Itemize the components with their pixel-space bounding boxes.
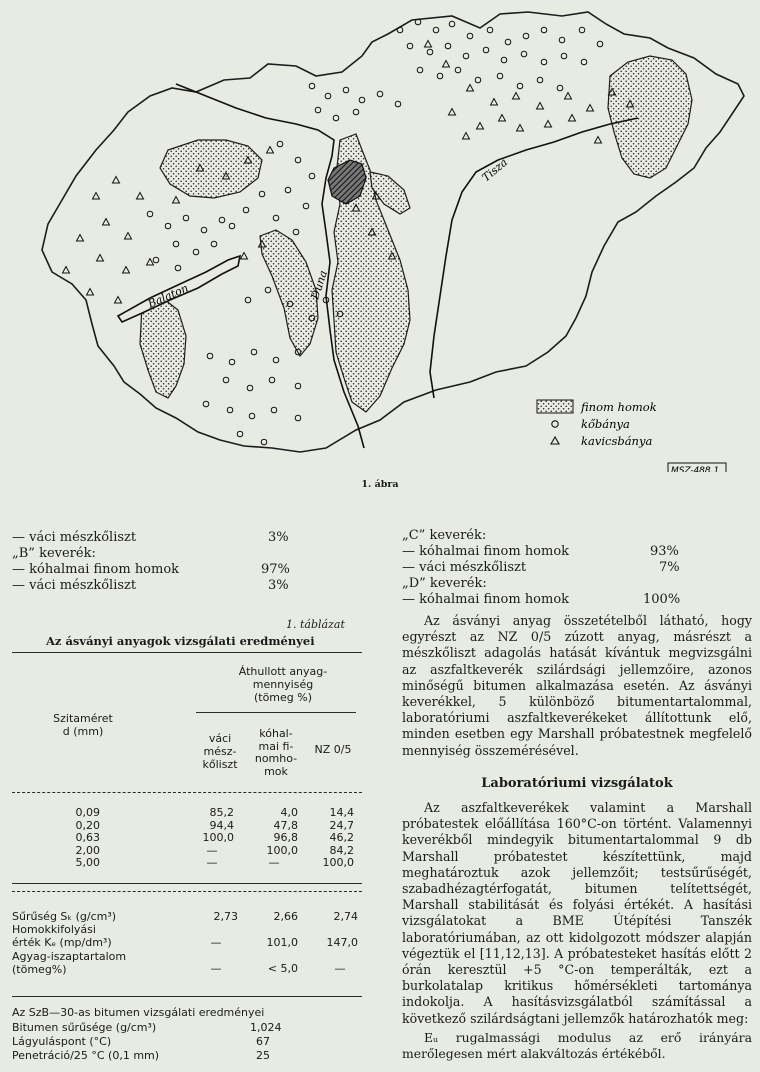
table-cell: — <box>206 856 218 870</box>
gravel-pit-marker <box>499 115 506 122</box>
bitumen-row-label: Bitumen sűrűsége (g/cm³) <box>12 1021 157 1034</box>
standard-stamp: MSZ-488.1 <box>671 466 720 472</box>
gravel-pit-marker <box>537 103 544 110</box>
table-title: Az ásványi anyagok vizsgálati eredményei <box>46 634 315 648</box>
map-legend <box>537 400 657 448</box>
mix-row-label: „B” keverék: <box>12 546 96 561</box>
mix-row-label: — váci mészkőliszt <box>12 578 137 593</box>
quarry-marker <box>487 27 493 33</box>
property-label: Homokkifolyási érték Kₑ (mp/dm³) <box>12 923 112 949</box>
table-rule <box>196 712 356 713</box>
property-value: — <box>210 962 222 975</box>
quarry-marker <box>483 47 489 53</box>
quarry-marker <box>271 407 277 413</box>
table-cell: 100,0 <box>202 831 234 845</box>
table-cell: 94,4 <box>209 818 234 832</box>
quarry-marker <box>325 93 331 99</box>
quarry-marker <box>203 401 209 407</box>
property-value: — <box>334 962 346 975</box>
column-header-vaci: váci mész- kőliszt <box>202 732 238 771</box>
mix-row-value: 3% <box>268 578 289 593</box>
property-value: 2,74 <box>333 910 358 923</box>
mix-row-label: — váci mészkőliszt <box>12 530 137 545</box>
gravel-pit-marker <box>113 177 120 184</box>
quarry-marker <box>315 107 321 113</box>
quarry-marker <box>247 385 253 391</box>
gravel-pit-marker <box>517 125 524 132</box>
column-group-header: Áthullott anyag- mennyiség (tömeg %) <box>238 665 328 704</box>
legend-gravel-symbol <box>551 437 559 444</box>
quarry-marker <box>273 215 279 221</box>
quarry-marker <box>165 223 171 229</box>
table-rule <box>12 792 362 793</box>
quarry-marker <box>153 257 159 263</box>
quarry-marker <box>505 39 511 45</box>
gravel-pit-marker <box>443 61 450 68</box>
mix-row-value: 93% <box>650 544 679 559</box>
quarry-marker <box>579 27 585 33</box>
quarry-marker <box>501 57 507 63</box>
quarry-marker <box>475 77 481 83</box>
gravel-pit-marker <box>491 99 498 106</box>
property-value: < 5,0 <box>267 962 298 975</box>
gravel-pit-marker <box>63 267 70 274</box>
quarry-marker <box>445 43 451 49</box>
quarry-marker <box>407 43 413 49</box>
quarry-marker <box>521 51 527 57</box>
mix-row-label: „D” keverék: <box>402 576 487 591</box>
quarry-marker <box>343 87 349 93</box>
table-cell-sieve: 5,00 <box>75 856 100 870</box>
table-cell-sieve: 2,00 <box>75 843 100 857</box>
quarry-marker <box>229 359 235 365</box>
gravel-pit-marker <box>449 109 456 116</box>
column-header-sieve: Szitaméret d (mm) <box>53 712 113 738</box>
paragraph-3: Eᵤ rugalmassági modulus az erő irányára merőlegesen mért alakváltozás értékéből. <box>402 1030 752 1062</box>
quarry-marker <box>541 59 547 65</box>
table-cell: 96,8 <box>273 831 298 845</box>
paragraph-2: Az aszfaltkeverékek valamint a Marshall próbatestek előállítása 160°C-on történt. Valamennyi keverékből mindegyik bitumentartalommal 9 db Marshall próbatestet készítettünk, majd meghatároztuk azok jellemzőit; testsűrűségét, szabadhézagtérfogatát, bitumen telítettségét, Marshall stabilitását és folyási értékét. A hasítási vizsgálatokat a BME Útépítési Tanszék laboratóriumában, az ott kidolgozott módszer alapján végeztük el [11,12,13]. A próbatesteket hasítás előtt 2 órán keresztül +5 °C-on temperálták, ezt a burkolatalap kritikus hőmérsékleti tartománya indokolja. A hasításvizsgálatból számítással a következő szilárdságtani jellemzők határozhatók meg: <box>402 800 752 1026</box>
legend-quarry-label: kőbánya <box>581 417 630 431</box>
table-cell: 47,8 <box>273 818 298 832</box>
gravel-pit-marker <box>513 93 520 100</box>
quarry-marker <box>597 41 603 47</box>
mix-row-label: — kóhalmai finom homok <box>12 562 180 577</box>
mix-row-value: 7% <box>659 560 680 575</box>
property-value: 147,0 <box>326 936 358 949</box>
quarry-marker <box>265 287 271 293</box>
table-rule <box>12 883 362 884</box>
property-label: Agyag-iszaptartalom (tömeg%) <box>12 950 127 976</box>
property-value: 101,0 <box>266 936 298 949</box>
bitumen-row-value: 67 <box>256 1035 270 1048</box>
quarry-marker <box>207 353 213 359</box>
quarry-marker <box>237 431 243 437</box>
fine-sand-areas <box>140 56 692 412</box>
quarry-marker <box>467 33 473 39</box>
table-cell: 84,2 <box>329 843 354 857</box>
gravel-pit-marker <box>477 123 484 130</box>
table-cell-sieve: 0,20 <box>75 818 100 832</box>
quarry-marker <box>245 297 251 303</box>
quarry-marker <box>277 141 283 147</box>
quarry-marker <box>251 349 257 355</box>
property-value: 2,73 <box>213 910 238 923</box>
bitumen-row-value: 25 <box>256 1049 270 1062</box>
quarry-marker <box>437 73 443 79</box>
table-cell: 85,2 <box>209 806 234 819</box>
gravel-pit-marker <box>267 147 274 154</box>
gravel-pit-marker <box>463 133 470 140</box>
legend-sand-label: finom homok <box>581 400 657 414</box>
mix-row-label: — kóhalmai finom homok <box>402 544 570 559</box>
quarry-marker <box>353 109 359 115</box>
quarry-marker <box>359 97 365 103</box>
legend-quarry-symbol <box>552 421 558 427</box>
tisza-label: Tisza <box>479 155 511 185</box>
column-header-nz: NZ 0/5 <box>314 743 352 756</box>
quarry-marker <box>377 91 383 97</box>
table-rule <box>12 652 362 653</box>
quarry-marker <box>557 85 563 91</box>
gravel-pit-marker <box>123 267 130 274</box>
quarry-marker <box>295 415 301 421</box>
quarry-marker <box>183 215 189 221</box>
bitumen-row-label: Penetráció/25 °C (0,1 mm) <box>12 1049 160 1062</box>
quarry-marker <box>243 207 249 213</box>
mix-row-label: — kóhalmai finom homok <box>402 592 570 607</box>
table-rule <box>12 891 362 892</box>
table-cell: 4,0 <box>280 806 298 819</box>
quarry-marker <box>261 439 267 445</box>
quarry-marker <box>273 357 279 363</box>
bitumen-row-label: Lágyuláspont (°C) <box>12 1035 112 1048</box>
gravel-pit-marker <box>467 85 474 92</box>
quarry-marker <box>449 21 455 27</box>
gravel-pit-marker <box>137 193 144 200</box>
mix-row-label: — váci mészkőliszt <box>402 560 527 575</box>
quarry-marker <box>285 187 291 193</box>
quarry-marker <box>303 203 309 209</box>
table-cell: 100,0 <box>266 843 298 857</box>
quarry-marker <box>455 67 461 73</box>
legend-sand-swatch <box>537 400 573 413</box>
gravel-pit-marker <box>147 259 154 266</box>
quarry-marker <box>537 77 543 83</box>
gravel-pit-marker <box>87 289 94 296</box>
quarry-marker <box>333 115 339 121</box>
table-rule <box>12 996 362 997</box>
bitumen-row-value: 1,024 <box>250 1021 282 1034</box>
quarry-marker <box>259 191 265 197</box>
gravel-pit-marker <box>587 105 594 112</box>
mix-row-label: „C” keverék: <box>402 528 487 543</box>
quarry-marker <box>559 37 565 43</box>
table-cell: 100,0 <box>322 856 354 870</box>
table-number: 1. táblázat <box>286 618 345 631</box>
property-label: Sűrűség Sₖ (g/cm³) <box>12 910 117 923</box>
quarry-marker <box>395 101 401 107</box>
bitumen-title: Az SzB—30-as bitumen vizsgálati eredményei <box>12 1006 265 1019</box>
quarry-marker <box>295 157 301 163</box>
legend-gravel-label: kavicsbánya <box>581 434 653 448</box>
quarry-marker <box>147 211 153 217</box>
mix-row-value: 97% <box>261 562 290 577</box>
quarry-marker <box>201 227 207 233</box>
tisza-river <box>430 118 638 398</box>
gravel-pit-marker <box>595 137 602 144</box>
gravel-pit-marker <box>565 93 572 100</box>
table-cell: 14,4 <box>329 806 354 819</box>
balaton-label: Balaton <box>145 281 191 311</box>
gravel-pit-marker <box>545 121 552 128</box>
quarry-marker <box>249 413 255 419</box>
quarry-marker <box>427 49 433 55</box>
gravel-pit-marker <box>93 193 100 200</box>
property-value: — <box>210 936 222 949</box>
quarry-marker <box>219 217 225 223</box>
quarry-marker <box>229 223 235 229</box>
quarry-marker <box>175 265 181 271</box>
mix-row-value: 100% <box>643 592 681 607</box>
quarry-marker <box>517 83 523 89</box>
gravel-pit-marker <box>115 297 122 304</box>
quarry-marker <box>463 53 469 59</box>
quarry-marker <box>523 33 529 39</box>
quarry-marker <box>295 383 301 389</box>
table-cell: 46,2 <box>329 831 354 845</box>
table-cell: 24,7 <box>329 818 354 832</box>
quarry-marker <box>309 173 315 179</box>
paragraph-1: Az ásványi anyag összetételből látható, hogy egyrészt az NZ 0/5 zúzott anyag, másrészt a mészkőliszt adagolás hatását kívántuk megvizsgálni az aszfaltkeverék szilárdsági jellemzőire, azonos minőségű bitumen alkalmazása esetén. Az ásványi keverékkel, 5 különböző bitumentartalommal, laboratóriumi aszfaltkeverékeket állítottunk elő, minden esetben egy Marshall próbatestnek megfelelő mennyiség összemérésével. <box>402 613 752 758</box>
quarry-marker <box>223 377 229 383</box>
property-value: 2,66 <box>273 910 298 923</box>
quarry-marker <box>561 53 567 59</box>
figure-caption: 1. ábra <box>361 479 399 490</box>
map-figure <box>0 0 760 472</box>
column-header-kohalmai: kóhal- mai fi- nomho- mok <box>254 727 298 778</box>
gravel-pit-marker <box>77 235 84 242</box>
quarry-marker <box>293 229 299 235</box>
quarry-marker <box>397 27 403 33</box>
gravel-pit-marker <box>97 255 104 262</box>
quarry-marker <box>269 377 275 383</box>
quarry-marker <box>211 241 217 247</box>
table-cell: — <box>206 843 218 857</box>
gravel-pit-marker <box>241 253 248 260</box>
quarry-marker <box>193 249 199 255</box>
quarry-marker <box>173 241 179 247</box>
duna-label: Duna <box>308 268 330 301</box>
table-cell: — <box>268 856 280 870</box>
table-cell-sieve: 0,63 <box>75 831 100 845</box>
gravel-pit-marker <box>425 41 432 48</box>
gravel-pit-marker <box>125 233 132 240</box>
mix-row-value: 3% <box>268 530 289 545</box>
quarry-marker <box>581 59 587 65</box>
quarry-marker <box>309 83 315 89</box>
quarry-marker <box>497 73 503 79</box>
quarry-marker <box>417 67 423 73</box>
section-heading: Laboratóriumi vizsgálatok <box>481 776 673 791</box>
gravel-pit-marker <box>103 219 110 226</box>
table-cell-sieve: 0,09 <box>75 806 100 819</box>
quarry-marker <box>227 407 233 413</box>
gravel-pit-marker <box>173 197 180 204</box>
quarry-marker <box>541 27 547 33</box>
quarry-marker <box>433 27 439 33</box>
gravel-pit-marker <box>569 115 576 122</box>
